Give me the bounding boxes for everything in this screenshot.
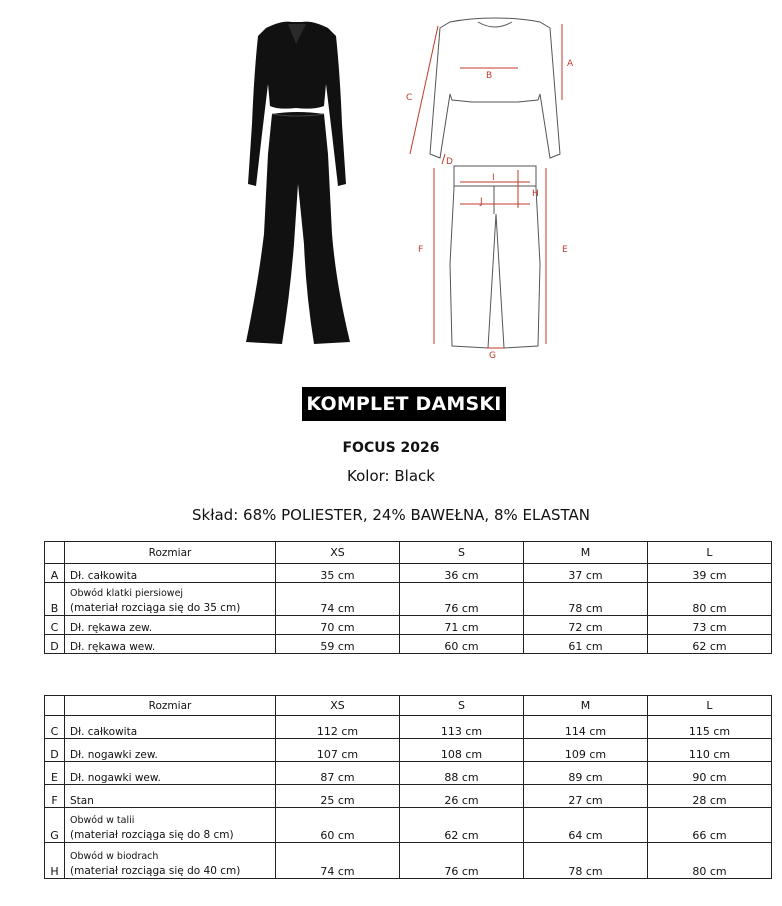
row-name: Dł. nogawki wew.: [65, 762, 276, 785]
measurement-sketch: [400, 14, 590, 360]
value-cell: 27 cm: [524, 785, 648, 808]
value-cell: 109 cm: [524, 739, 648, 762]
sketch-label-f: F: [418, 245, 424, 255]
sketch-label-g: G: [489, 351, 496, 360]
table-header-row: [45, 696, 772, 716]
table-row: [45, 739, 772, 762]
header-size-l: L: [648, 696, 772, 716]
sketch-label-i: I: [492, 173, 495, 183]
value-cell: 112 cm: [276, 716, 400, 739]
row-letter: C: [45, 716, 65, 739]
value-cell: 62 cm: [648, 635, 772, 654]
value-cell: 107 cm: [276, 739, 400, 762]
row-name: Dł. rękawa zew.: [65, 616, 276, 635]
value-cell: 71 cm: [400, 616, 524, 635]
row-name: Dł. całkowita: [65, 564, 276, 583]
value-cell: 70 cm: [276, 616, 400, 635]
sketch-label-d: D: [446, 157, 453, 167]
row-letter: B: [45, 583, 65, 616]
value-cell: 74 cm: [276, 843, 400, 879]
row-name: [65, 843, 276, 879]
row-name: [65, 808, 276, 843]
value-cell: 78 cm: [524, 843, 648, 879]
pants-outline: [450, 166, 540, 348]
size-table-bottom: [44, 695, 772, 879]
value-cell: 73 cm: [648, 616, 772, 635]
row-name-note: (materiał rozciąga się do 8 cm): [70, 829, 234, 841]
row-name: Stan: [65, 785, 276, 808]
value-cell: 28 cm: [648, 785, 772, 808]
size-table-top: [44, 541, 772, 654]
sketch-label-c: C: [406, 93, 413, 103]
row-letter: C: [45, 616, 65, 635]
value-cell: 72 cm: [524, 616, 648, 635]
value-cell: 66 cm: [648, 808, 772, 843]
row-name: Dł. całkowita: [65, 716, 276, 739]
table-row: [45, 635, 772, 654]
header-size-label: Rozmiar: [65, 542, 276, 564]
row-letter: E: [45, 762, 65, 785]
value-cell: 80 cm: [648, 843, 772, 879]
table-row: [45, 583, 772, 616]
row-letter: H: [45, 843, 65, 879]
value-cell: 37 cm: [524, 564, 648, 583]
top-outline: [430, 18, 560, 158]
table-row: [45, 564, 772, 583]
model-name: FOCUS 2026: [342, 440, 440, 456]
value-cell: 113 cm: [400, 716, 524, 739]
row-letter: D: [45, 635, 65, 654]
value-cell: 60 cm: [400, 635, 524, 654]
value-cell: 35 cm: [276, 564, 400, 583]
value-cell: 74 cm: [276, 583, 400, 616]
table-row: [45, 616, 772, 635]
value-cell: 26 cm: [400, 785, 524, 808]
row-name-note: (materiał rozciąga się do 40 cm): [70, 865, 241, 877]
header-size-s: S: [400, 542, 524, 564]
sketch-label-a: A: [567, 59, 574, 69]
row-letter: F: [45, 785, 65, 808]
sketch-label-h: H: [532, 189, 539, 199]
value-cell: 61 cm: [524, 635, 648, 654]
value-cell: 64 cm: [524, 808, 648, 843]
row-name: Dł. nogawki zew.: [65, 739, 276, 762]
sketch-label-b: B: [486, 71, 493, 81]
value-cell: 62 cm: [400, 808, 524, 843]
header-empty-cell: [45, 542, 65, 564]
row-name-main: Obwód w talii: [70, 815, 135, 826]
header-size-m: M: [524, 542, 648, 564]
value-cell: 39 cm: [648, 564, 772, 583]
color-line: Kolor: Black: [347, 467, 435, 485]
value-cell: 76 cm: [400, 583, 524, 616]
table-header-row: [45, 542, 772, 564]
value-cell: 25 cm: [276, 785, 400, 808]
header-size-label: Rozmiar: [65, 696, 276, 716]
table-row: [45, 716, 772, 739]
header-size-xs: XS: [276, 542, 400, 564]
row-letter: D: [45, 739, 65, 762]
value-cell: 114 cm: [524, 716, 648, 739]
value-cell: 76 cm: [400, 843, 524, 879]
value-cell: 88 cm: [400, 762, 524, 785]
row-letter: A: [45, 564, 65, 583]
row-name: [65, 583, 276, 616]
row-letter: G: [45, 808, 65, 843]
table-row: [45, 808, 772, 843]
value-cell: 89 cm: [524, 762, 648, 785]
product-photo: [232, 14, 362, 350]
value-cell: 110 cm: [648, 739, 772, 762]
row-name-note: (materiał rozciąga się do 35 cm): [70, 602, 241, 614]
header-size-xs: XS: [276, 696, 400, 716]
value-cell: 78 cm: [524, 583, 648, 616]
value-cell: 87 cm: [276, 762, 400, 785]
row-name-main: Obwód w biodrach: [70, 851, 159, 862]
sketch-label-e: E: [562, 245, 568, 255]
table-row: [45, 785, 772, 808]
value-cell: 60 cm: [276, 808, 400, 843]
row-name-main: Obwód klatki piersiowej: [70, 588, 184, 599]
value-cell: 108 cm: [400, 739, 524, 762]
sketch-label-j: J: [480, 197, 483, 207]
table-row: [45, 762, 772, 785]
header-size-l: L: [648, 542, 772, 564]
value-cell: 59 cm: [276, 635, 400, 654]
header-size-m: M: [524, 696, 648, 716]
value-cell: 90 cm: [648, 762, 772, 785]
header-empty-cell: [45, 696, 65, 716]
table-row: [45, 843, 772, 879]
value-cell: 36 cm: [400, 564, 524, 583]
header-size-s: S: [400, 696, 524, 716]
product-title: KOMPLET DAMSKI: [302, 387, 506, 421]
row-name: Dł. rękawa wew.: [65, 635, 276, 654]
value-cell: 80 cm: [648, 583, 772, 616]
value-cell: 115 cm: [648, 716, 772, 739]
composition-line: Skład: 68% POLIESTER, 24% BAWEŁNA, 8% ELASTAN: [192, 506, 590, 524]
